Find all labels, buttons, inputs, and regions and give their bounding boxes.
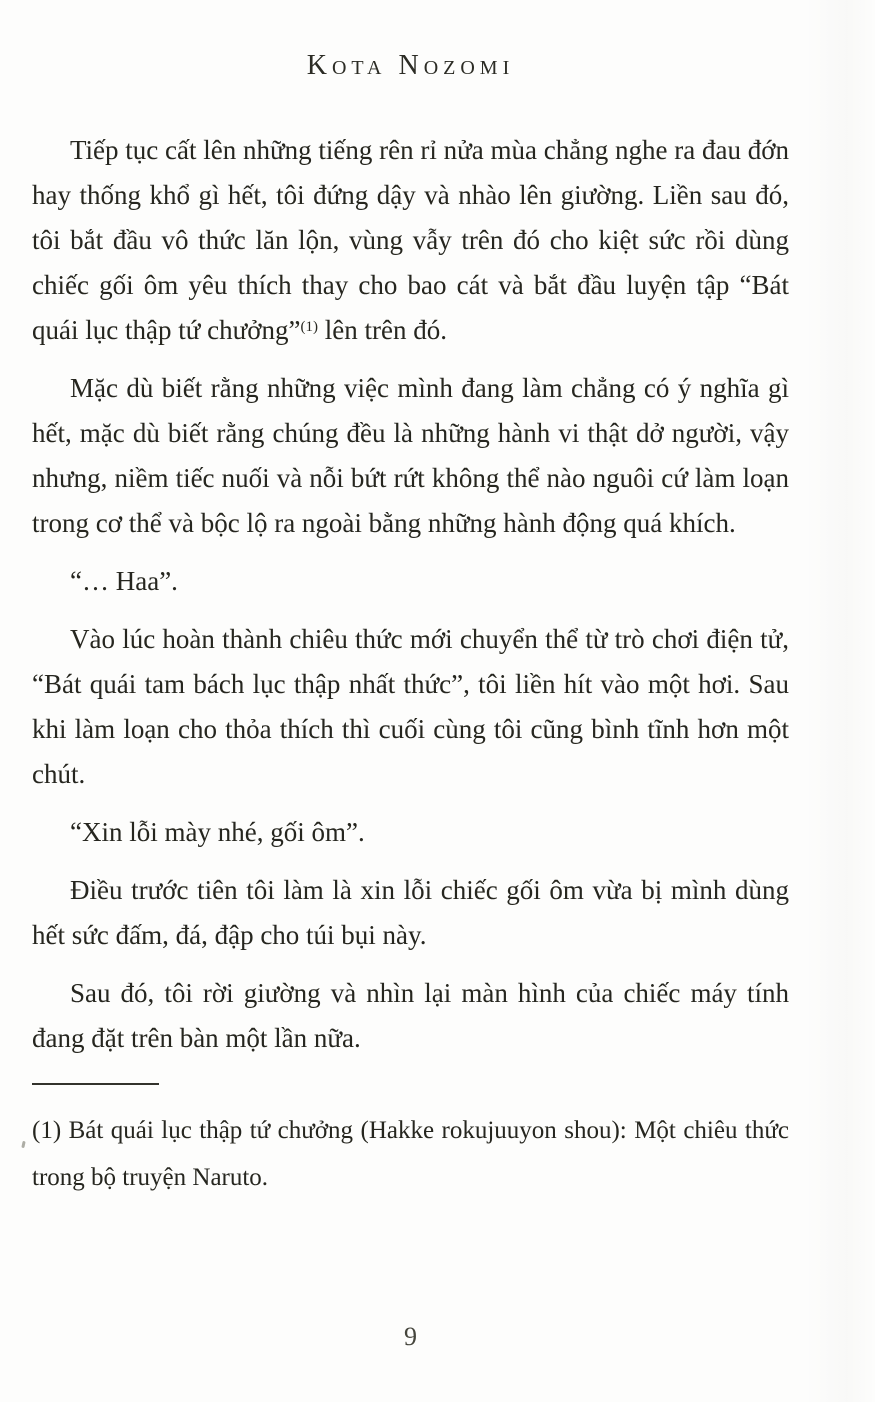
page-number: 9: [404, 1322, 417, 1351]
paragraph: Điều trước tiên tôi làm là xin lỗi chiếc gối ôm vừa bị mình dùng hết sức đấm, đá, đập cho túi bụi này.: [32, 875, 789, 950]
paragraph: [32, 128, 789, 353]
footnote-block: [32, 1083, 789, 1201]
footnote-marker: (1): [300, 319, 318, 335]
scan-speckle: [21, 1141, 25, 1148]
dialogue-line: “Xin lỗi mày nhé, gối ôm”.: [70, 817, 365, 847]
footnote-separator: [32, 1083, 159, 1085]
paragraph: Vào lúc hoàn thành chiêu thức mới chuyển thể từ trò chơi điện tử, “Bát quái tam bách lục thập nhất thức”, tôi liền hít vào một hơi. Sau khi làm loạn cho thỏa thích thì cuối cùng tôi cũng bình tĩnh hơn một chút.: [32, 624, 789, 789]
dialogue-line: “… Haa”.: [70, 566, 178, 596]
paragraph-text: Tiếp tục cất lên những tiếng rên rỉ nửa mùa chẳng nghe ra đau đớn hay thống khổ gì hết, tôi đứng dậy và nhào lên giường. Liền sau đó, tôi bắt đầu vô thức lăn lộn, vùng vẫy trên đó cho kiệt sức rồi dùng chiếc gối ôm yêu thích thay cho bao cát và bắt đầu luyện tập “Bát quái lục thập tứ chưởng”: [32, 135, 789, 345]
text-block: [32, 128, 789, 1201]
paragraph: Mặc dù biết rằng những việc mình đang làm chẳng có ý nghĩa gì hết, mặc dù biết rằng chúng đều là những hành vi thật dở người, vậy nhưng, niềm tiếc nuối và nỗi bứt rứt không thể nào nguôi cứ làm loạn trong cơ thể và bộc lộ ra ngoài bằng những hành động quá khích.: [32, 373, 789, 538]
paragraph-text: lên trên đó.: [317, 315, 447, 345]
paragraph: Sau đó, tôi rời giường và nhìn lại màn hình của chiếc máy tính đang đặt trên bàn một lần nữa.: [32, 978, 789, 1053]
footnote-text: (1) Bát quái lục thập tứ chưởng (Hakke rokujuuyon shou): Một chiêu thức trong bộ truyện Naruto.: [32, 1117, 789, 1191]
running-header: Kota Nozomi: [306, 50, 515, 81]
